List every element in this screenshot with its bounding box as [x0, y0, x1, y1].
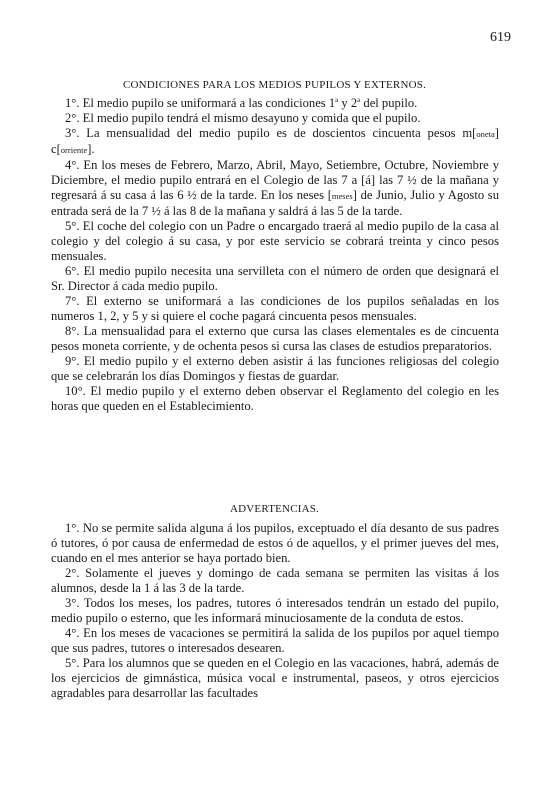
condition-paragraph: 10°. El medio pupilo y el externo deben observar el Reglamento del colegio en les horas que queden en el Establecimiento. — [51, 384, 499, 413]
condition-paragraph: 9°. El medio pupilo y el externo deben asistir á las funciones religiosas del colegio que se celebrarán los días Domingos y fiestas de guardar. — [51, 354, 499, 383]
condition-paragraph: 7°. El externo se uniformará a las condiciones de los pupilos señaladas en los numeros 1, 2, y 5 y si quiere el coche pagará cincuenta pesos mensuales. — [51, 294, 499, 323]
advertencia-paragraph: 3°. Todos los meses, los padres, tutores ó interesados tendrán un estado del pupilo, medio pupilo o esterno, que les informará minuciosamente de la conduta de estos. — [51, 596, 499, 625]
condition-paragraph: 3°. La mensualidad del medio pupilo es de doscientos cincuenta pesos m[oneta] c[orriente]. — [51, 126, 499, 156]
advertencia-paragraph: 5°. Para los alumnos que se queden en el Colegio en las vacaciones, habrá, además de los ejercicios de gimnástica, música vocal e instrumental, paseos, y otros ejercicios agradables para desarrollar las facultades — [51, 656, 499, 700]
section-title-advertencias: ADVERTENCIAS. — [229, 503, 320, 515]
section-title-conditions: CONDICIONES PARA LOS MEDIOS PUPILOS Y EXTERNOS. — [122, 79, 427, 91]
condition-paragraph: 4°. En los meses de Febrero, Marzo, Abril, Mayo, Setiembre, Octubre, Noviembre y Diciembre, el medio pupilo entrará en el Colegio de las 7 a [á] las 7 ½ de la mañana y regresará á su casa á las 6 ½ de la tarde. En los neses [meses] de Junio, Julio y Agosto su entrada será de la 7 ½ á las 8 de la mañana y saldrá á las 5 de la tarde. — [51, 158, 499, 218]
page-number: 619 — [490, 30, 511, 45]
condition-paragraph: 6°. El medio pupilo necesita una servilleta con el número de orden que designará el Sr. Director á cada medio pupilo. — [51, 264, 499, 293]
condition-paragraph: 5°. El coche del colegio con un Padre o encargado traerá al medio pupilo de la casa al colegio y del colegio á su casa, y por este servicio se cobrará treinta y cinco pesos mensuales. — [51, 219, 499, 263]
advertencia-paragraph: 4°. En los meses de vacaciones se permitirá la salida de los pupilos por aquel tiempo que sus padres, tutores o interesados desearen. — [51, 626, 499, 655]
condition-paragraph: 2°. El medio pupilo tendrá el mismo desayuno y comida que el pupilo. — [65, 111, 421, 125]
advertencias-list — [51, 521, 499, 701]
condition-paragraph: 8°. La mensualidad para el externo que cursa las clases elementales es de cincuenta pesos moneta corriente, y de ochenta pesos si cursa las clases de estudios preparatorios. — [51, 324, 499, 353]
condition-paragraph: 1°. El medio pupilo se uniformará a las condiciones 1$^a$ y 2$^a$ del pupilo. — [65, 95, 418, 110]
conditions-list — [51, 96, 499, 414]
advertencia-paragraph: 1°. No se permite salida alguna á los pupilos, exceptuado el día desanto de sus padres ó tutores, ó por causa de enfermedad de estos ó de aquellos, y el primer jueves del mes, cuando en el mes anterior se haya portado bien. — [51, 521, 499, 565]
advertencia-paragraph: 2°. Solamente el jueves y domingo de cada semana se permiten las visitas á los alumnos, desde la 1 á las 3 de la tarde. — [51, 566, 499, 595]
